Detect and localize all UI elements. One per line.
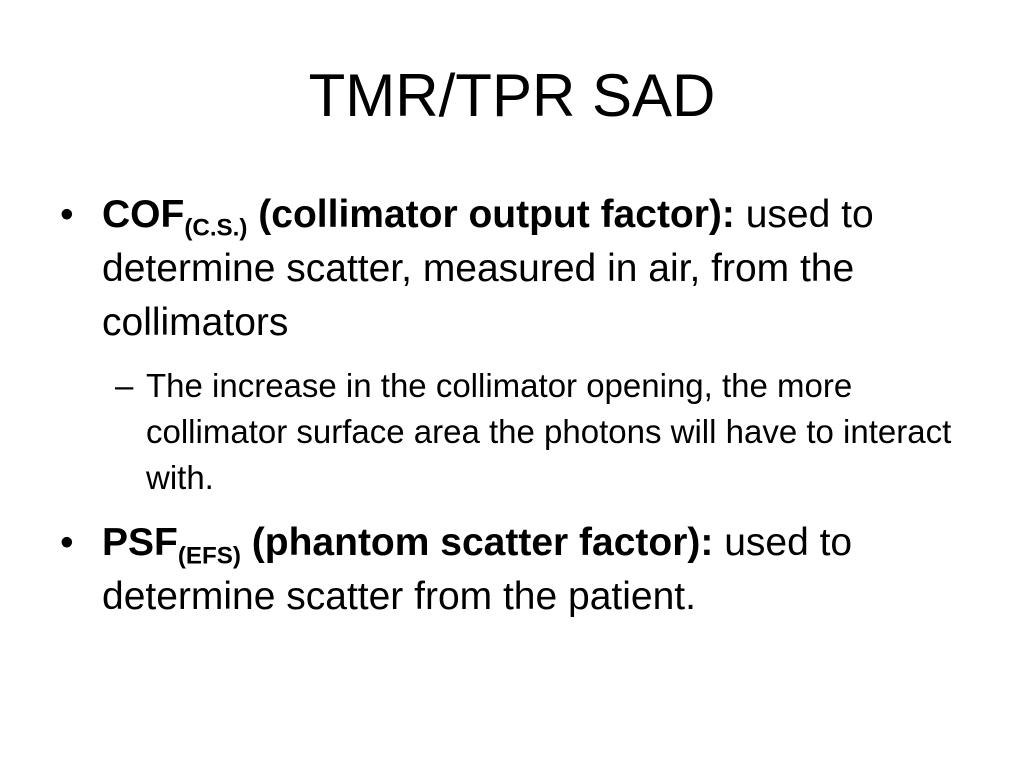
bullet-marker: • bbox=[60, 521, 74, 564]
subbullet-marker: – bbox=[115, 367, 134, 404]
bullet-marker: • bbox=[60, 193, 74, 236]
bullet-cof-term: COF bbox=[102, 193, 185, 236]
subbullet-text: The increase in the collimator opening, the more collimator surface area the photons will have to interact with. bbox=[146, 367, 952, 496]
subbullet-collimator-opening bbox=[115, 363, 965, 501]
bullet-psf bbox=[60, 516, 970, 624]
bullet-psf-term: PSF bbox=[102, 521, 178, 564]
slide-title: TMR/TPR SAD bbox=[308, 62, 716, 129]
bullet-cof-definition: (collimator output factor): bbox=[247, 193, 735, 236]
bullet-psf-definition: (phantom scatter factor): bbox=[240, 521, 714, 564]
bullet-cof-text bbox=[102, 188, 970, 350]
bullet-cof-description: used to determine scatter, measured in air, from the collimators bbox=[102, 193, 874, 344]
bullet-cof-subscript: (C.S.) bbox=[184, 214, 248, 242]
bullet-psf-description: used to determine scatter from the patient. bbox=[102, 521, 853, 618]
bullet-cof bbox=[60, 188, 970, 350]
bullet-psf-text bbox=[102, 516, 970, 624]
bullet-psf-subscript: (EFS) bbox=[177, 542, 241, 570]
